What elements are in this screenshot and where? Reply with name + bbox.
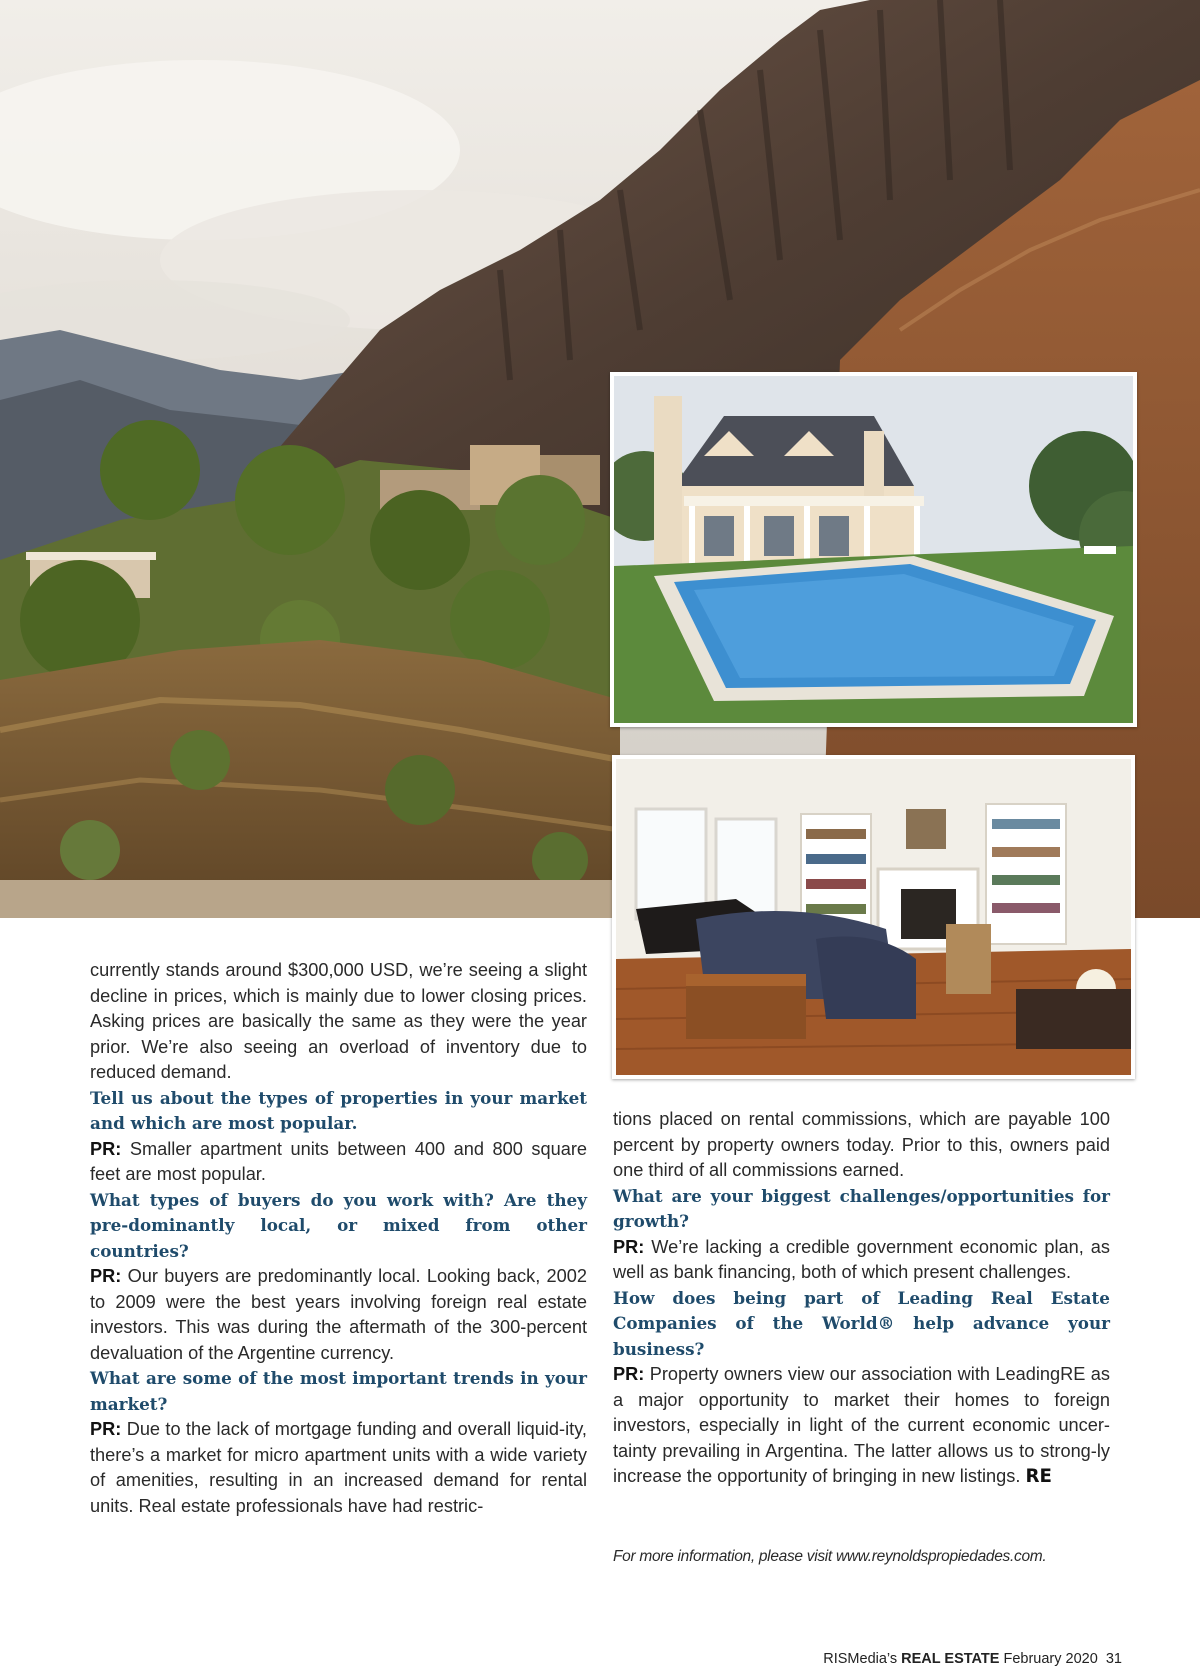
question-leadingre: How does being part of Leading Real Estate Companies of the World® help advance your business?: [613, 1287, 1110, 1359]
answer-buyer-types: [90, 1264, 587, 1366]
living-room-photo: [612, 755, 1135, 1079]
page-number: 31: [1105, 1651, 1122, 1667]
question-buyer-types: What types of buyers do you work with? Are they pre-dominantly local, or mixed from other countries?: [90, 1189, 587, 1261]
more-info-note: For more information, please visit www.reynoldspropiedades.com.: [613, 1548, 1047, 1565]
answer-text: Due to the lack of mortgage funding and overall liquid-ity, there’s a market for micro apartment units with a wide variety of amenities, resulting in an increased demand for rental units. Real estate professionals have had restric-: [90, 1419, 587, 1516]
lead-paragraph: currently stands around $300,000 USD, we’re seeing a slight decline in prices, which is mainly due to lower closing prices. Asking prices are basically the same as they were the year prior. We’re also seeing an overload of inventory due to reduced demand.: [90, 960, 587, 1082]
answer-property-types: [90, 1137, 587, 1188]
footer-issue: February 2020: [1003, 1651, 1098, 1667]
question-market-trends: What are some of the most important trends in your market?: [90, 1368, 587, 1414]
answer-challenges: [613, 1235, 1110, 1286]
answer-text: Our buyers are predominantly local. Looking back, 2002 to 2009 were the best years involving foreign real estate investors. This was during the aftermath of the 300-percent devaluation of the Argentine currency.: [90, 1266, 588, 1363]
question-challenges: What are your biggest challenges/opportunities for growth?: [613, 1185, 1110, 1231]
question-property-types: Tell us about the types of properties in your market and which are most popular.: [90, 1087, 587, 1133]
footer-brand: REAL ESTATE: [901, 1651, 1000, 1667]
answer-label: PR:: [613, 1236, 645, 1257]
answer-text: We’re lacking a credible government economic plan, as well as bank financing, both of which present challenges.: [613, 1236, 1110, 1282]
page-footer: [760, 1651, 1122, 1667]
answer-label: PR:: [613, 1364, 645, 1384]
article-right-column: [613, 1107, 1110, 1490]
living-room-illustration: [616, 759, 1131, 1075]
answer-market-trends: [90, 1417, 587, 1519]
answer-label: PR:: [90, 1266, 122, 1286]
article-left-column: [90, 958, 587, 1519]
pool-house-photo: [610, 372, 1137, 727]
answer-text: Smaller apartment units between 400 and 800 square feet are most popular.: [90, 1138, 587, 1184]
footer-publisher: RISMedia’s: [823, 1651, 898, 1667]
end-of-article-mark: RE: [1025, 1466, 1052, 1487]
house-with-pool-illustration: [614, 376, 1133, 723]
answer-label: PR:: [90, 1419, 122, 1439]
answer-label: PR:: [90, 1138, 122, 1159]
continuation-paragraph: tions placed on rental commissions, which are payable 100 percent by property owners today. Prior to this, owners paid one third of all commissions earned.: [613, 1109, 1110, 1180]
answer-text: Property owners view our association with LeadingRE as a major opportunity to market their homes to foreign investors, especially in light of the current economic uncer-tainty prevailing in Argentina. The latter allows us to strong-ly increase the opportunity of bringing in new listings.: [613, 1364, 1110, 1486]
answer-leadingre: [613, 1362, 1110, 1490]
